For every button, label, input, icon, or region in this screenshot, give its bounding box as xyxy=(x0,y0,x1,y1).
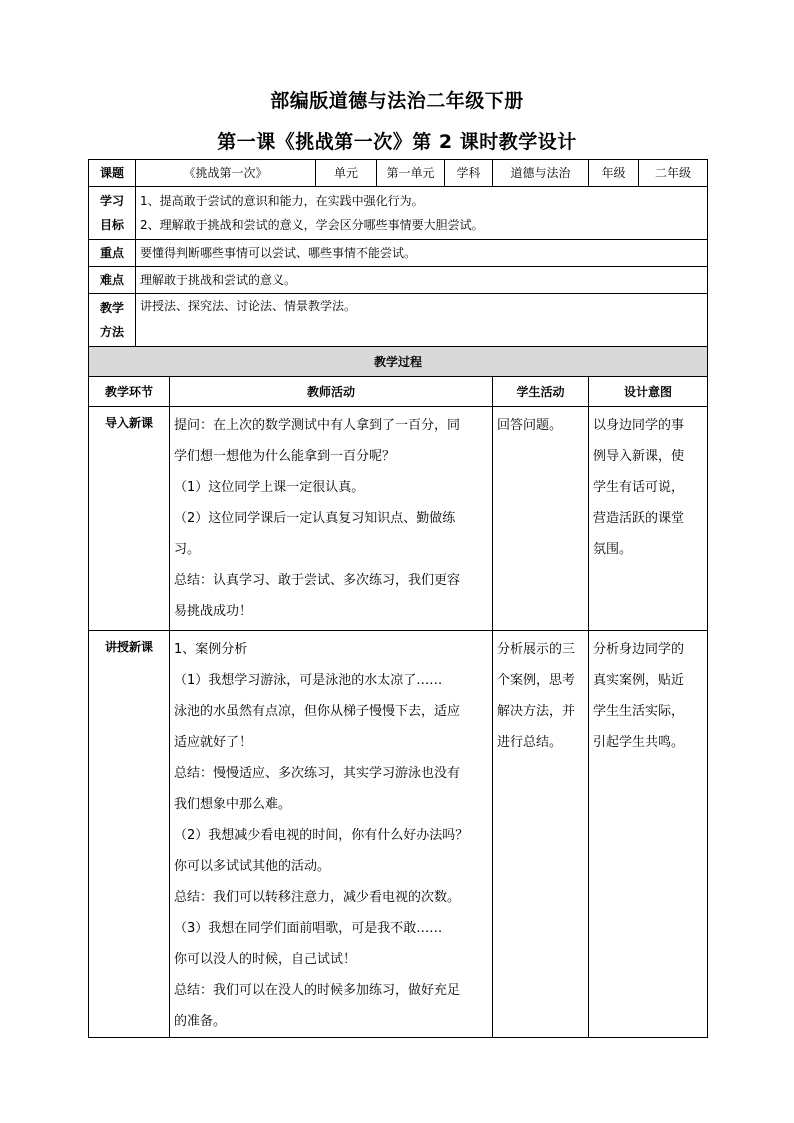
process-title-row xyxy=(89,347,708,377)
stage-cell: 导入新课 xyxy=(89,407,170,631)
key-point-label: 重点 xyxy=(89,240,136,267)
method-row xyxy=(89,294,708,347)
subject-label: 学科 xyxy=(445,160,493,187)
teacher-activity-cell: 1、案例分析 （1）我想学习游泳，可是泳池的水太凉了…… 泳池的水虽然有点凉，但你从梯子慢慢下去，适应 适应就好了！ 总结：慢慢适应、多次练习，其实学习游泳也没有 我们想象中那么难。 （2）我想减少看电视的时间，你有什么好办法吗？ 你可以多试试其他的活动。 总结：我们可以转移注意力，减少看电视的次数。 （3）我想在同学们面前唱歌，可是我不敢…… 你可以没人的时候，自己试试！ 总结：我们可以在没人的时候多加练习，做好充足 的准备。 xyxy=(170,631,493,1038)
process-title: 教学过程 xyxy=(89,347,708,377)
lesson-value: 《挑战第一次》 xyxy=(136,160,316,187)
col-teacher-header: 教师活动 xyxy=(170,377,493,407)
method-value: 讲授法、探究法、讨论法、情景教学法。 xyxy=(136,294,708,347)
difficulty-row xyxy=(89,267,708,294)
design-intent-cell: 分析身边同学的 真实案例，贴近 学生生活实际， 引起学生共鸣。 xyxy=(589,631,708,1038)
goals-label: 学习 目标 xyxy=(89,187,136,240)
lesson-label: 课题 xyxy=(89,160,136,187)
grade-value: 二年级 xyxy=(639,160,708,187)
method-label: 教学 方法 xyxy=(89,294,136,347)
design-intent-cell: 以身边同学的事 例导入新课，使 学生有话可说， 营造活跃的课堂 氛围。 xyxy=(589,407,708,631)
unit-value: 第一单元 xyxy=(377,160,445,187)
document-subtitle: 第一课《挑战第一次》第 2 课时教学设计 xyxy=(217,131,577,153)
goals-value: 1、提高敢于尝试的意识和能力，在实践中强化行为。 2、理解敢于挑战和尝试的意义，学会区分哪些事情要大胆尝试。 xyxy=(136,187,708,240)
unit-label: 单元 xyxy=(316,160,377,187)
key-point-row xyxy=(89,240,708,267)
goals-row xyxy=(89,187,708,240)
teacher-activity-cell: 提问：在上次的数学测试中有人拿到了一百分，同 学们想一想他为什么能拿到一百分呢？ （1）这位同学上课一定很认真。 （2）这位同学课后一定认真复习知识点、勤做练 习。 总结：认真学习、敢于尝试、多次练习，我们更容 易挑战成功！ xyxy=(170,407,493,631)
process-row-teaching xyxy=(89,631,708,1038)
stage-cell: 讲授新课 xyxy=(89,631,170,1038)
student-activity-cell: 回答问题。 xyxy=(493,407,589,631)
key-point-value: 要懂得判断哪些事情可以尝试、哪些事情不能尝试。 xyxy=(136,240,708,267)
process-row-intro xyxy=(89,407,708,631)
info-row xyxy=(89,160,708,187)
col-intent-header: 设计意图 xyxy=(589,377,708,407)
lesson-plan-table xyxy=(88,159,708,1038)
col-stage-header: 教学环节 xyxy=(89,377,170,407)
process-header-row xyxy=(89,377,708,407)
col-student-header: 学生活动 xyxy=(493,377,589,407)
difficulty-label: 难点 xyxy=(89,267,136,294)
student-activity-cell: 分析展示的三 个案例，思考 解决方法，并 进行总结。 xyxy=(493,631,589,1038)
subject-value: 道德与法治 xyxy=(493,160,589,187)
document-title: 部编版道德与法治二年级下册 xyxy=(270,90,524,112)
grade-label: 年级 xyxy=(589,160,639,187)
difficulty-value: 理解敢于挑战和尝试的意义。 xyxy=(136,267,708,294)
